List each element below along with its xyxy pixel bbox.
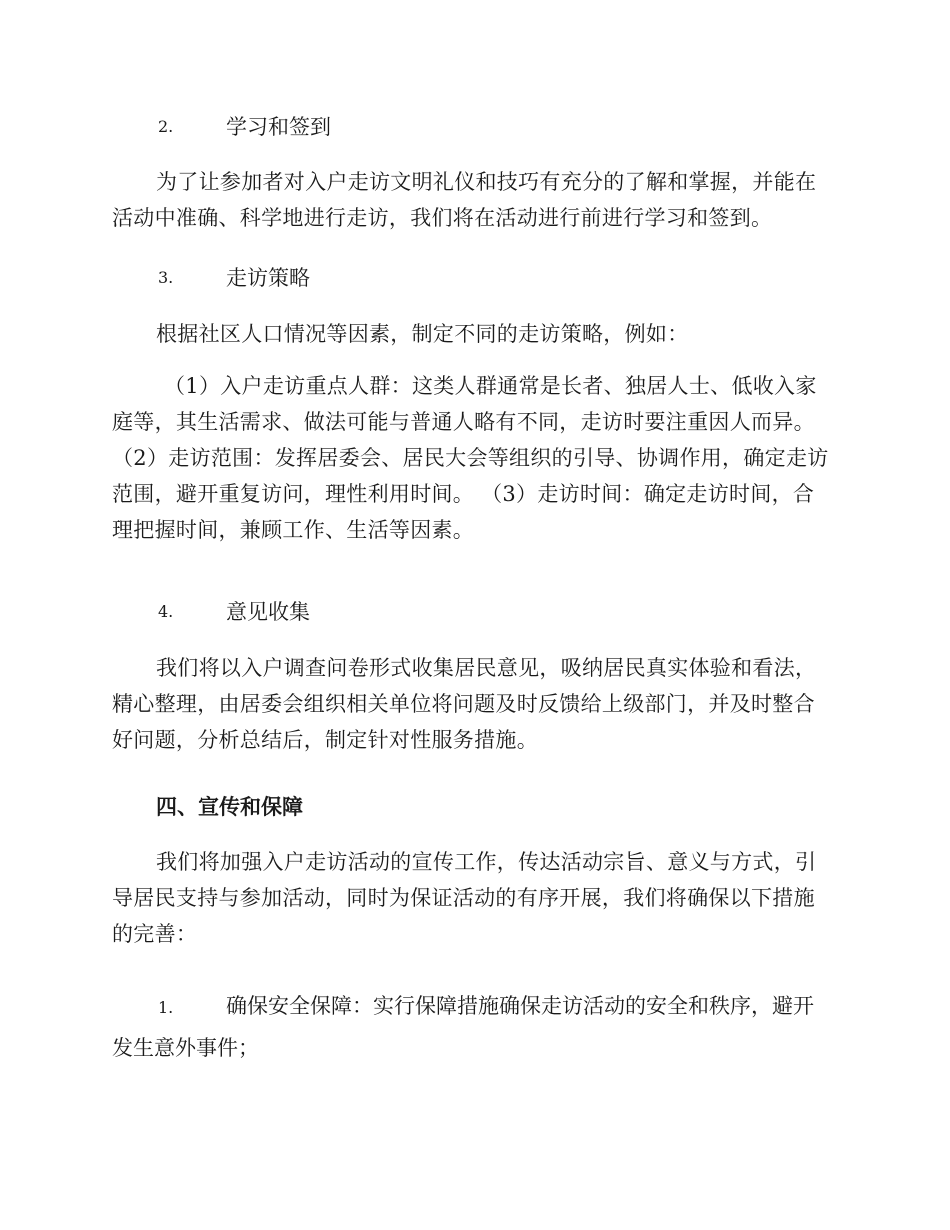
section-heading: 四、宣传和保障 [156,795,303,819]
item-title: 意见收集 [226,600,310,624]
item-number: 2. [158,117,174,136]
paragraph-feedback: 我们将以入户调查问卷形式收集居民意见，吸纳居民真实体验和看法，精心整理，由居委会组织相关单位将问题及时反馈给上级部门，并及时整合好问题，分析总结后，制定针对性服务措施。 [112,656,817,752]
list-item-1 [112,986,834,1068]
list-item-4 [158,598,310,626]
paragraph-strategy-intro: 根据社区人口情况等因素，制定不同的走访策略，例如： [156,322,689,346]
item-text: 确保安全保障：实行保障措施确保走访活动的安全和秩序，避开发生意外事件； [112,994,814,1060]
list-item-2 [158,113,331,141]
paragraph-study: 为了让参加者对入户走访文明礼仪和技巧有充分的了解和掌握，并能在活动中准确、科学地进行走访，我们将在活动进行前进行学习和签到。 [112,170,817,230]
list-item-3 [158,264,310,292]
item-number: 1. [158,998,174,1017]
paragraph-publicity: 我们将加强入户走访活动的宣传工作，传达活动宗旨、意义与方式，引导居民支持与参加活动，同时为保证活动的有序开展，我们将确保以下措施的完善： [112,850,817,946]
paragraph-strategy-detail: （1）入户走访重点人群：这类人群通常是长者、独居人士、低收入家庭等，其生活需求、做法可能与普通人略有不同，走访时要注重因人而异。（2）走访范围：发挥居委会、居民大会等组织的引导、协调作用，确定走访范围，避开重复访问，理性利用时间。 （3）走访时间：确定走访时间，合理把握时间，兼顾工作、生活等因素。 [112,374,829,542]
item-number: 4. [158,602,174,621]
item-title: 走访策略 [226,266,310,290]
item-number: 3. [158,268,174,287]
item-title: 学习和签到 [226,115,331,139]
